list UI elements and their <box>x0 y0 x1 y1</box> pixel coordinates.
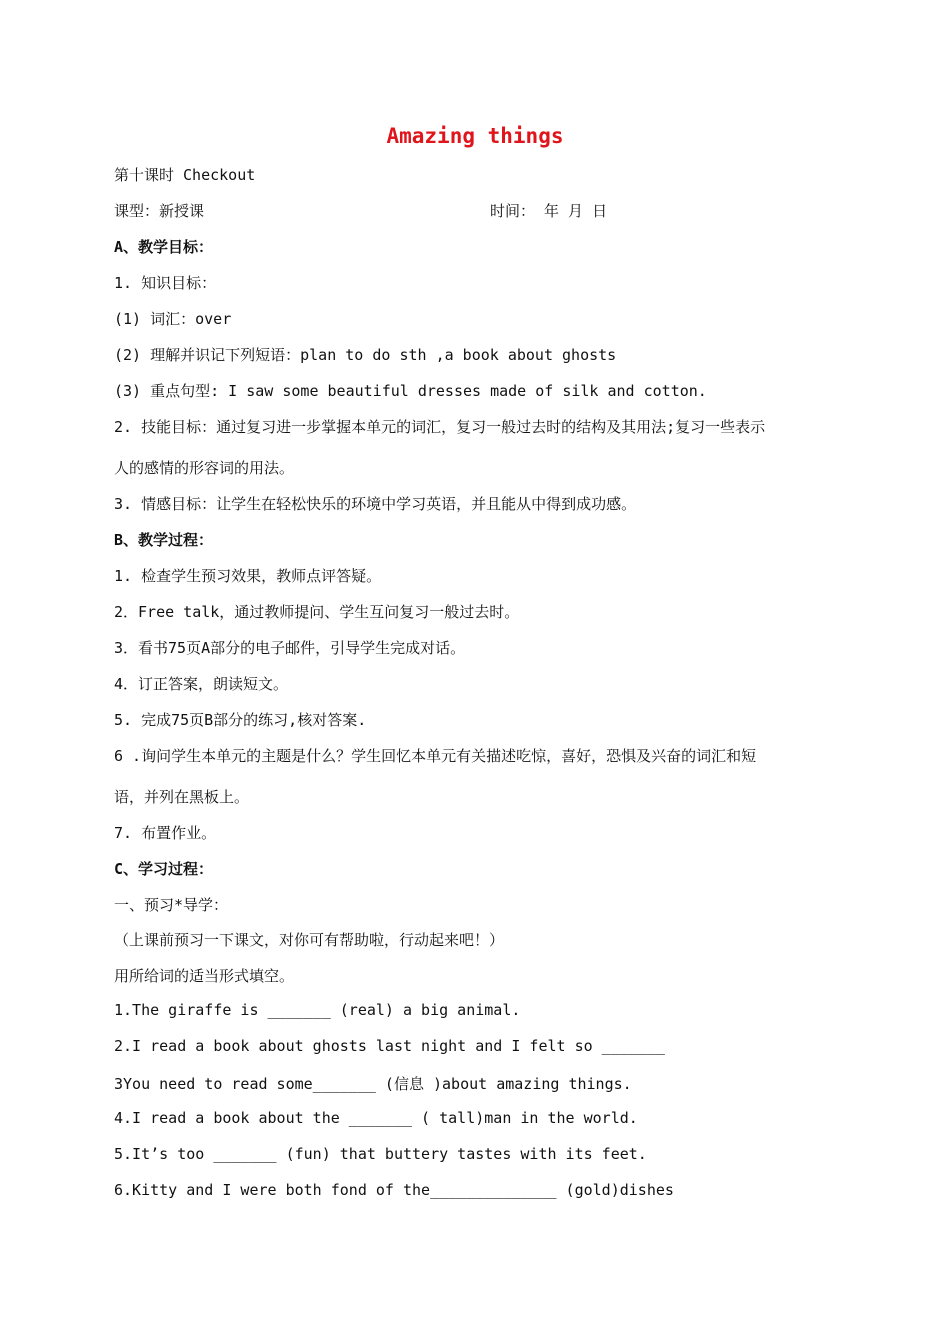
time-label: 时间： 年 月 日 <box>490 202 608 220</box>
objective-1-vocab: (1) 词汇：over <box>114 310 232 328</box>
objective-1-phrases: (2) 理解并识记下列短语：plan to do sth ,a book about ghosts <box>114 346 617 364</box>
process-step-1: 1. 检查学生预习效果，教师点评答疑。 <box>114 567 382 585</box>
exercise-question-3: 3You need to read some_______ (信息 )about amazing things. <box>114 1075 632 1093</box>
objective-1: 1. 知识目标： <box>114 274 217 292</box>
process-step-7: 7. 布置作业。 <box>114 824 217 842</box>
section-b-heading: B、教学过程： <box>114 531 214 549</box>
exercise-instruction: 用所给词的适当形式填空。 <box>114 967 295 985</box>
preview-heading: 一、预习*导学： <box>114 896 229 914</box>
objective-2-line1: 2. 技能目标：通过复习进一步掌握本单元的词汇，复习一般过去时的结构及其用法;复习一些表示 <box>114 418 766 436</box>
section-a-heading: A、教学目标： <box>114 238 214 256</box>
process-step-3: 3．看书75页A部分的电子邮件，引导学生完成对话。 <box>114 639 466 657</box>
exercise-question-4: 4.I read a book about the _______ ( tall)man in the world. <box>114 1109 638 1127</box>
process-step-2: 2．Free talk，通过教师提问、学生互问复习一般过去时。 <box>114 603 520 621</box>
exercise-question-6: 6.Kitty and I were both fond of the______________ (gold)dishes <box>114 1181 674 1199</box>
process-step-5: 5. 完成75页B部分的练习,核对答案. <box>114 711 367 729</box>
page-title: Amazing things <box>386 124 564 148</box>
objective-3: 3. 情感目标：让学生在轻松快乐的环境中学习英语，并且能从中得到成功感。 <box>114 495 637 513</box>
objective-1-sentence: (3) 重点句型: I saw some beautiful dresses made of silk and cotton. <box>114 382 707 400</box>
process-step-6-line1: 6 .询问学生本单元的主题是什么？学生回忆本单元有关描述吃惊，喜好，恐惧及兴奋的词汇和短 <box>114 747 757 765</box>
exercise-question-1: 1.The giraffe is _______ (real) a big animal. <box>114 1001 521 1019</box>
process-step-6-line2: 语，并列在黑板上。 <box>114 788 250 806</box>
preview-note: （上课前预习一下课文，对你可有帮助啦，行动起来吧！） <box>114 931 505 949</box>
exercise-question-2: 2.I read a book about ghosts last night and I felt so _______ <box>114 1037 665 1055</box>
exercise-question-5: 5.It’s too _______ (fun) that buttery tastes with its feet. <box>114 1145 647 1163</box>
objective-2-line2: 人的感情的形容词的用法。 <box>114 459 295 477</box>
process-step-4: 4．订正答案，朗读短文。 <box>114 675 289 693</box>
lesson-label: 第十课时 Checkout <box>114 166 256 184</box>
section-c-heading: C、学习过程： <box>114 860 214 878</box>
lesson-type: 课型：新授课 <box>114 202 205 220</box>
